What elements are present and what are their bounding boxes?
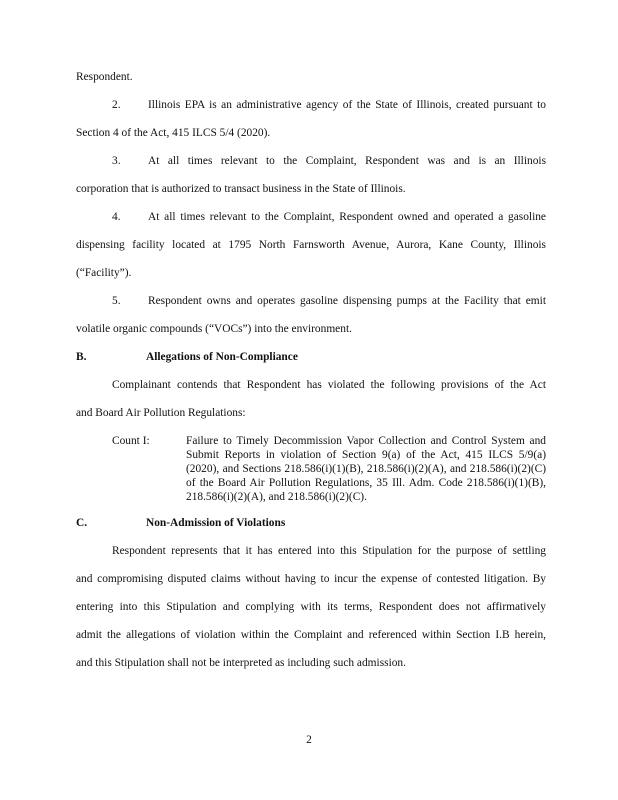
para-2-line-1: 2. Illinois EPA is an administrative agency of the State of Illinois, created pursuant to bbox=[112, 99, 546, 111]
para-5-line-2: volatile organic compounds (“VOCs”) into the environment. bbox=[76, 323, 352, 335]
section-c-heading bbox=[76, 516, 546, 530]
section-c-line-2: and compromising disputed claims without having to incur the expense of contested litigation. By bbox=[76, 573, 546, 585]
page-number: 2 bbox=[306, 734, 312, 746]
para-4-line-3: (“Facility”). bbox=[76, 267, 132, 279]
section-c-line-4: admit the allegations of violation within the Complaint and referenced within Section I.B herein, bbox=[76, 629, 546, 641]
para-5-number: 5. bbox=[112, 295, 121, 307]
para-4-number: 4. bbox=[112, 211, 121, 223]
respondent-line: Respondent. bbox=[76, 71, 133, 83]
para-3-line-2: corporation that is authorized to transact business in the State of Illinois. bbox=[76, 183, 406, 195]
section-c-letter: C. bbox=[76, 517, 88, 529]
section-b-letter: B. bbox=[76, 351, 87, 363]
section-c-title: Non-Admission of Violations bbox=[146, 517, 286, 529]
section-b-heading bbox=[76, 350, 546, 364]
para-2-line-2: Section 4 of the Act, 415 ILCS 5/4 (2020). bbox=[76, 127, 271, 139]
count-label: Count I: bbox=[112, 435, 150, 447]
para-4-line-1: 4. At all times relevant to the Complaint, Respondent owned and operated a gasoline bbox=[112, 211, 546, 223]
para-2-number: 2. bbox=[112, 99, 121, 111]
section-b-title: Allegations of Non-Compliance bbox=[146, 351, 298, 363]
section-b-line-1: Complainant contends that Respondent has violated the following provisions of the Act bbox=[112, 379, 546, 391]
section-c-line-1: Respondent represents that it has entered into this Stipulation for the purpose of settling bbox=[112, 545, 546, 557]
para-3-line-1: 3. At all times relevant to the Complaint, Respondent was and is an Illinois bbox=[112, 155, 546, 167]
para-4-line-2: dispensing facility located at 1795 North Farnsworth Avenue, Aurora, Kane County, Illinois bbox=[76, 239, 546, 251]
para-3-number: 3. bbox=[112, 155, 121, 167]
section-c-line-3: entering into this Stipulation and complying with its terms, Respondent does not affirmatively bbox=[76, 601, 546, 613]
count-text: Failure to Timely Decommission Vapor Collection and Control System and Submit Reports in violation of Section 9(a) of the Act, 415 ILCS 5/9(a) (2020), and Sections 218.586(i)(1)(B), 218.586(i)(2)(A), and 218.586(i)(2)(C) of the Board Air Pollution Regulations, 35 Ill. Adm. Code 218.586(i)(1)(B), 218.586(i)(2)(A), and 218.586(i)(2)(C). bbox=[186, 435, 546, 503]
section-c-line-5: and this Stipulation shall not be interpreted as including such admission. bbox=[76, 657, 406, 669]
para-5-line-1: 5. Respondent owns and operates gasoline dispensing pumps at the Facility that emit bbox=[112, 295, 546, 307]
section-b-line-2: and Board Air Pollution Regulations: bbox=[76, 407, 246, 419]
